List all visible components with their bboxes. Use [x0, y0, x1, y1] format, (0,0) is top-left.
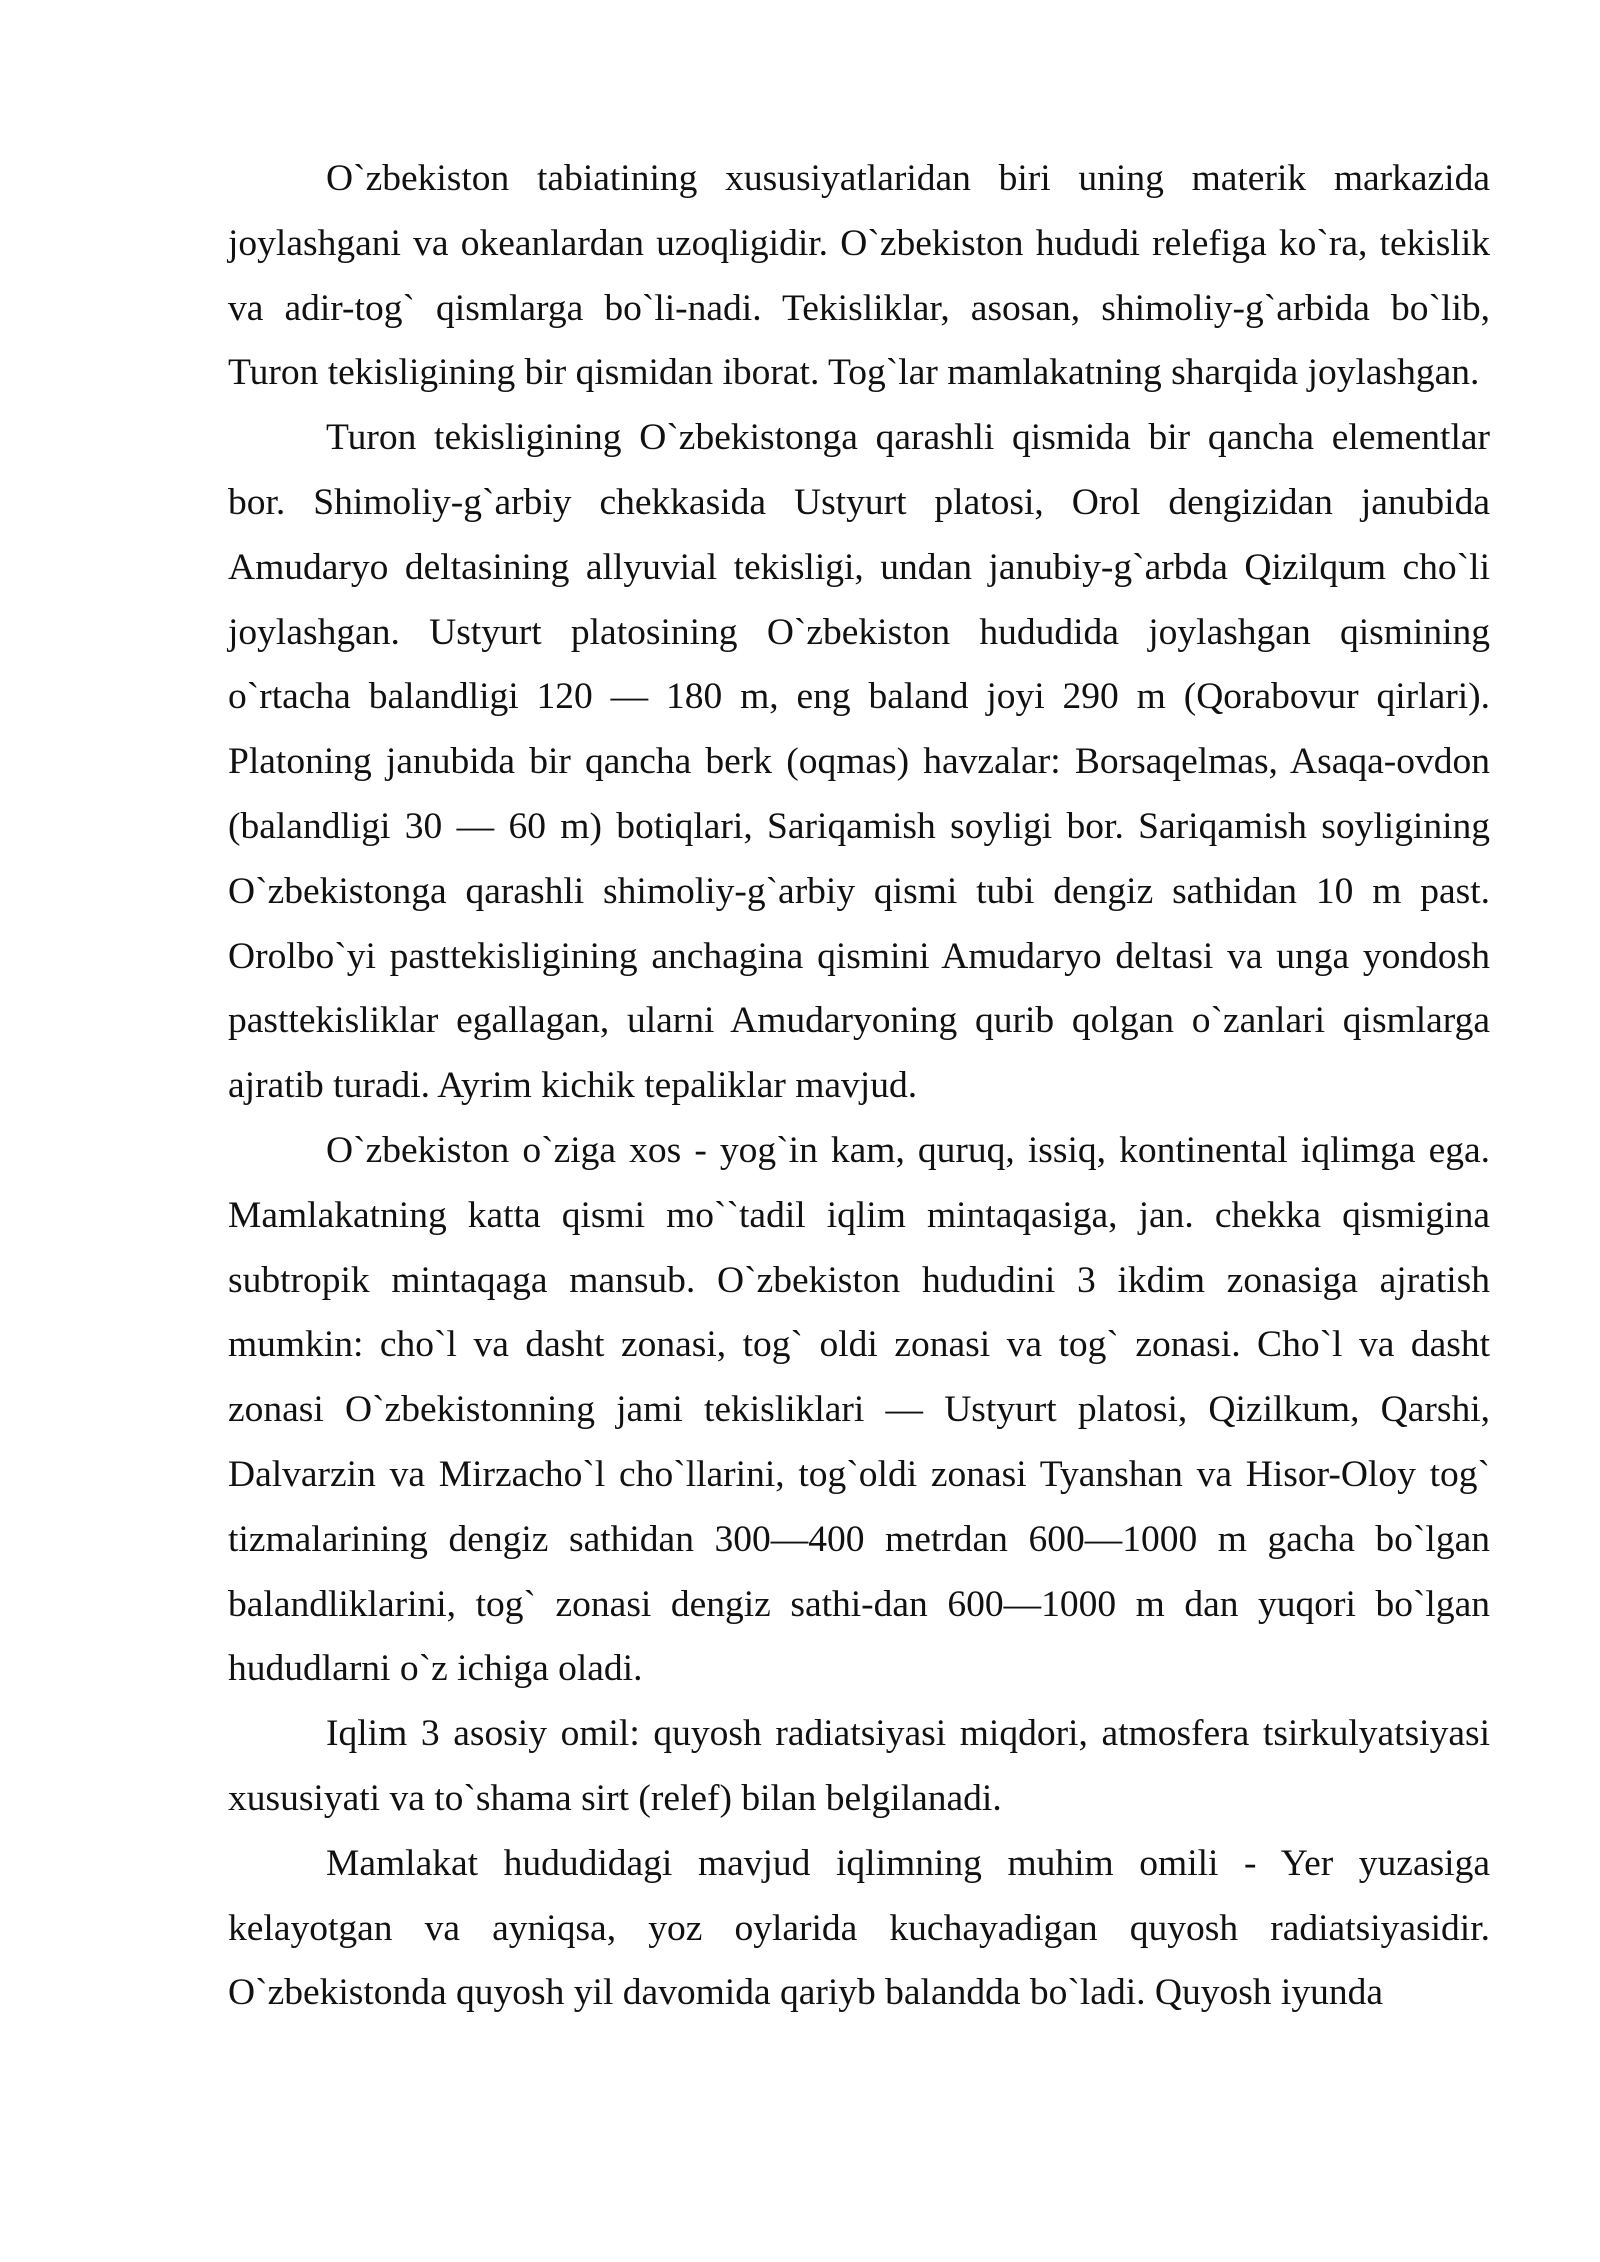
paragraph-solar-radiation: Mamlakat hududidagi mavjud iqlimning muhim omili - Yer yuzasiga kelayotgan va ayniqsa, yoz oylarida kuchayadigan quyosh radiatsiyasidir. O`zbekistonda quyosh yil davomida qariyb balandda bo`ladi. Quyosh iyunda	[228, 1842, 1490, 2014]
paragraph-climate-factors: Iqlim 3 asosiy omil: quyosh radiatsiyasi miqdori, atmosfera tsirkulyatsiyasi xususiyati va to`shama sirt (relef) bilan belgilanadi.	[228, 1713, 1490, 1819]
document-body	[228, 147, 1490, 2026]
paragraph-climate: O`zbekiston o`ziga xos - yog`in kam, quruq, issiq, kontinental iqlimga ega. Mamlakatning katta qismi mo``tadil iqlim mintaqasiga, jan. chekka qismigina subtropik mintaqaga mansub. O`zbekiston hududini 3 ikdim zonasiga ajratish mumkin: cho`l va dasht zonasi, tog` oldi zonasi va tog` zonasi. Cho`l va dasht zonasi O`zbekistonning jami tekisliklari — Ustyurt platosi, Qizilkum, Qarshi, Dalvarzin va Mirzacho`l cho`llarini, tog`oldi zonasi Tyanshan va Hisor-Oloy tog` tizmalarining dengiz sathidan 300—400 metrdan 600—1000 m gacha bo`lgan balandliklarini, tog` zonasi dengiz sathi-dan 600—1000 m dan yuqori bo`lgan hududlarni o`z ichiga oladi.	[228, 1129, 1490, 1690]
paragraph-turan-lowland: Turon tekisligining O`zbekistonga qarashli qismida bir qancha elementlar bor. Shimoliy-g`arbiy chekkasida Ustyurt platosi, Orol dengizidan janubida Amudaryo deltasining allyuvial tekisligi, undan janubiy-g`arbda Qizilqum cho`li joylashgan. Ustyurt platosining O`zbekiston hududida joylashgan qismining o`rtacha balandligi 120 — 180 m, eng baland joyi 290 m (Qorabovur qirlari). Platoning janubida bir qancha berk (oqmas) havzalar: Borsaqelmas, Asaqa-ovdon (balandligi 30 — 60 m) botiqlari, Sariqamish soyligi bor. Sariqamish soyligining O`zbekistonga qarashli shimoliy-g`arbiy qismi tubi dengiz sathidan 10 m past. Orolbo`yi pasttekisligining anchagina qismini Amudaryo deltasi va unga yondosh pasttekisliklar egallagan, ularni Amudaryoning qurib qolgan o`zanlari qismlarga ajratib turadi. Ayrim kichik tepaliklar mavjud.	[228, 417, 1490, 1107]
paragraph-relief: O`zbekiston tabiatining xususiyatlaridan biri uning materik markazida joylashgani va okeanlardan uzoqligidir. O`zbekiston hududi relefiga ko`ra, tekislik va adir-tog` qismlarga bo`li-nadi. Tekisliklar, asosan, shimoliy-g`arbida bo`lib, Turon tekisligining bir qismidan iborat. Tog`lar mamlakatning sharqida joylashgan.	[228, 158, 1490, 394]
